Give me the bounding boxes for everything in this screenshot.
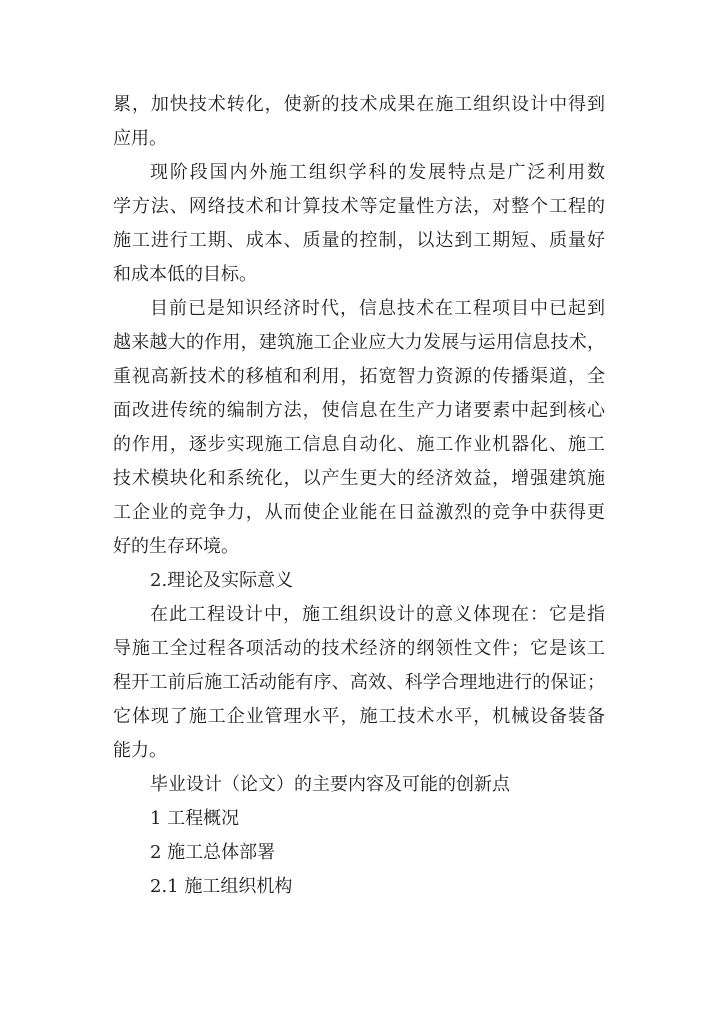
text-line: 和成本低的目标。 — [113, 264, 257, 285]
text-line: 好的生存环境。 — [113, 536, 239, 557]
text-line: 的作用，逐步实现施工信息自动化、施工作业机器化、施工 — [113, 434, 605, 455]
text-line: 它体现了施工企业管理水平，施工技术水平，机械设备装备 — [113, 706, 605, 727]
text-line: 累，加快技术转化，使新的技术成果在施工组织设计中得到 — [113, 94, 605, 115]
paragraph-significance — [113, 598, 605, 768]
section-heading: 2.理论及实际意义 — [150, 570, 294, 591]
outline-item: 1 工程概况 — [150, 808, 240, 829]
text-line: 导施工全过程各项活动的技术经济的纲领性文件；它是该工 — [113, 638, 605, 659]
text-line: 越来越大的作用，建筑施工企业应大力发展与运用信息技术， — [113, 332, 605, 353]
paragraph-information-era — [113, 292, 605, 564]
text-line: 应用。 — [113, 128, 167, 149]
text-line: 面改进传统的编制方法，使信息在生产力诸要素中起到核心 — [113, 400, 605, 421]
text-line: 在此工程设计中，施工组织设计的意义体现在：它是指 — [150, 604, 605, 625]
paragraph-continuation — [113, 88, 605, 156]
paragraph-development-trends — [113, 156, 605, 292]
text-line: 能力。 — [113, 740, 167, 761]
text-line: 学方法、网络技术和计算技术等定量性方法，对整个工程的 — [113, 196, 605, 217]
text-line: 现阶段国内外施工组织学科的发展特点是广泛利用数 — [150, 162, 605, 183]
thesis-heading: 毕业设计（论文）的主要内容及可能的创新点 — [150, 774, 510, 795]
text-line: 工企业的竞争力，从而使企业能在日益激烈的竞争中获得更 — [113, 502, 605, 523]
outline-item: 2.1 施工组织机构 — [150, 876, 293, 897]
text-line: 施工进行工期、成本、质量的控制，以达到工期短、质量好 — [113, 230, 605, 251]
text-line: 目前已是知识经济时代，信息技术在工程项目中已起到 — [150, 298, 605, 319]
text-line: 重视高新技术的移植和利用，拓宽智力资源的传播渠道，全 — [113, 366, 605, 387]
document-body — [113, 88, 605, 904]
outline-item: 2 施工总体部署 — [150, 842, 276, 863]
outline-list — [113, 802, 605, 904]
text-line: 程开工前后施工活动能有序、高效、科学合理地进行的保证； — [113, 672, 605, 693]
text-line: 技术模块化和系统化，以产生更大的经济效益，增强建筑施 — [113, 468, 605, 489]
